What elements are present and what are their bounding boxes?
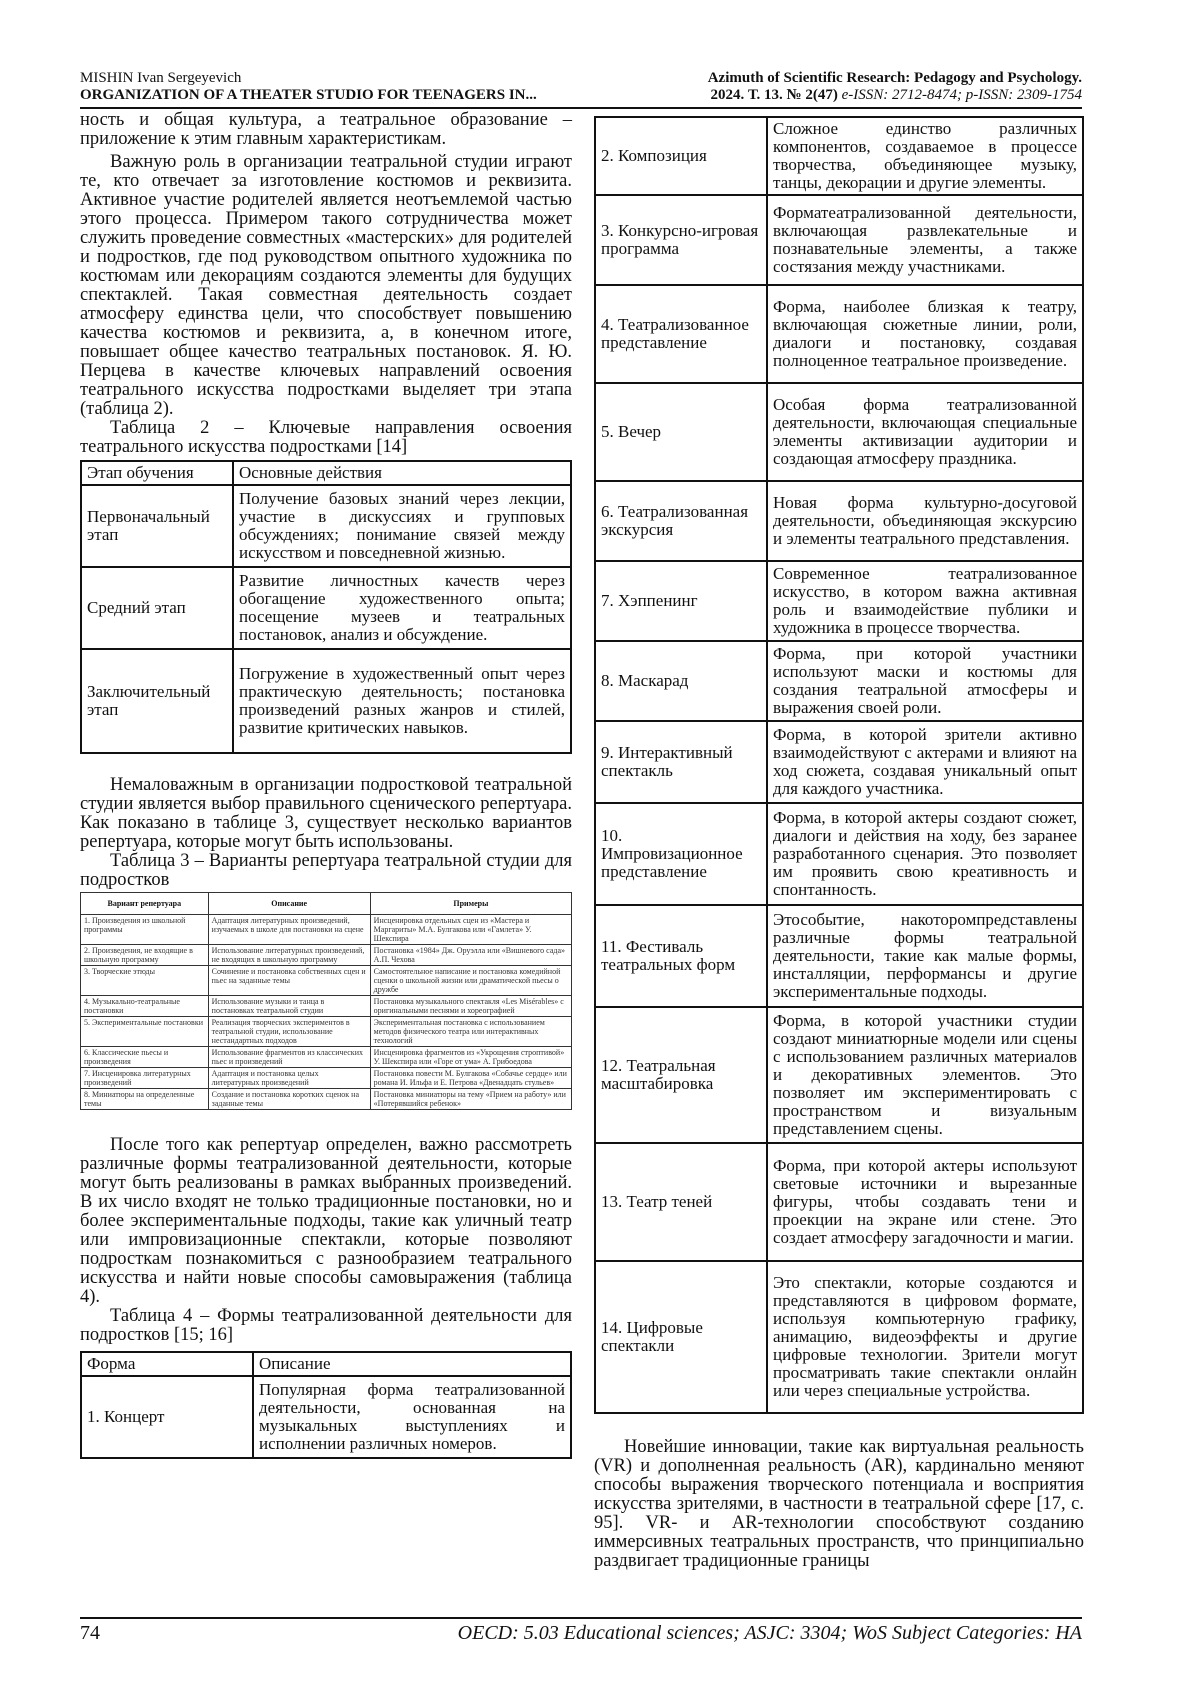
running-title: ORGANIZATION OF A THEATER STUDIO FOR TEENAGERS IN... xyxy=(80,87,537,103)
table2-stage: Первоначальный этап xyxy=(81,485,233,567)
table3-cell: Постановка повести М. Булгакова «Собачье сердце» или романа И. Ильфа и Е. Петрова «Двенадцать стульев» xyxy=(370,1068,571,1089)
table2-actions: Получение базовых знаний через лекции, участие в дискуссиях и групповых обсуждениях; понимание связей между искусством и повседневной жизнью. xyxy=(233,485,571,567)
table-2 xyxy=(80,460,572,754)
table-4-part-1 xyxy=(80,1351,572,1459)
table4-form: 13. Театр теней xyxy=(595,1143,767,1261)
table3-cell: 4. Музыкально-театральные постановки xyxy=(81,996,209,1017)
table4-form: 3. Конкурсно-игровая программа xyxy=(595,195,767,285)
table2-actions: Развитие личностных качеств через обогащение художественного опыта; посещение музеев и театральных постановок, анализ и обсуждение. xyxy=(233,567,571,649)
table3-cell: Самостоятельное написание и постановка комедийной сценки о школьной жизни или драматической пьесы о дружбе xyxy=(370,966,571,996)
table4-form: 8. Маскарад xyxy=(595,641,767,721)
table4-form: 14. Цифровые спектакли xyxy=(595,1261,767,1413)
table4-desc: Новая форма культурно-досуговой деятельности, объединяющая экскурсию и элементы театрального представления. xyxy=(767,481,1083,561)
table4-header-desc: Описание xyxy=(253,1352,571,1376)
table2-stage: Заключительный этап xyxy=(81,649,233,753)
header-rule xyxy=(80,107,1082,109)
right-column xyxy=(594,116,1084,1571)
table2-caption: Таблица 2 – Ключевые направления освоения театрального искусства подростками [14] xyxy=(80,418,572,457)
table2-header-stage: Этап обучения xyxy=(81,461,233,485)
table4-header-form: Форма xyxy=(81,1352,253,1376)
subject-classification: OECD: 5.03 Educational sciences; ASJC: 3304; WoS Subject Categories: HA xyxy=(457,1622,1082,1644)
table4-desc: Форма, при которой участники используют маски и костюмы для создания театральной атмосферы и выражения своей роли. xyxy=(767,641,1083,721)
table-4-part-2 xyxy=(594,116,1084,1414)
table4-caption: Таблица 4 – Формы театрализованной деятельности для подростков [15; 16] xyxy=(80,1306,572,1345)
table2-actions: Погружение в художественный опыт через практическую деятельность; постановка произведений разных жанров и стилей, развитие критических навыков. xyxy=(233,649,571,753)
table3-cell: Адаптация и постановка целых литературных произведений xyxy=(208,1068,370,1089)
table4-desc: Форма, в которой зрители активно взаимодействуют с актерами и влияют на ход сюжета, создавая уникальный опыт для каждого участника. xyxy=(767,721,1083,803)
table3-cell: Использование фрагментов из классических пьес и произведений xyxy=(208,1047,370,1068)
table3-cell: Использование литературных произведений, не входящих в школьную программу xyxy=(208,945,370,966)
running-author: MISHIN Ivan Sergeyevich xyxy=(80,70,242,86)
table4-desc: Форма, наиболее близкая к театру, включающая сюжетные линии, роли, диалоги и постановку, создавая полноценное театральное произведение. xyxy=(767,285,1083,383)
paragraph-right: Новейшие инновации, такие как виртуальная реальность (VR) и дополненная реальность (AR), кардинально меняют способы выражения творческого потенциала и восприятия искусства зрителями, в частности в театральной сфере [17, с. 95]. VR- и AR-технологии способствуют созданию иммерсивных театральных пространств, что принципиально раздвигает традиционные границы xyxy=(594,1437,1084,1571)
table4-desc: Этособытие, накоторомпредставлены различные формы театральной деятельности, такие как малые формы, инсталляции, перформансы и другие экспериментальные подходы. xyxy=(767,905,1083,1007)
table3-cell: 7. Инсценировка литературных произведений xyxy=(81,1068,209,1089)
table3-cell: 2. Произведения, не входящие в школьную программу xyxy=(81,945,209,966)
table4-form: 7. Хэппенинг xyxy=(595,561,767,641)
table3-cell: Постановка музыкального спектакля «Les Misérables» с оригинальными песнями и хореографией xyxy=(370,996,571,1017)
table3-cell: Инсценировка отдельных сцен из «Мастера и Маргариты» М.А. Булгакова или «Гамлета» У. Шекспира xyxy=(370,915,571,945)
paragraph-4: После того как репертуар определен, важно рассмотреть различные формы театрализованной деятельности, которые могут быть реализованы в рамках выбранных произведений. В их число входят не только традиционные постановки, но и более экспериментальные подходы, такие как уличный театр или импровизационные спектакли, которые позволяют подросткам познакомиться с разнообразием театрального искусства и найти новые способы самовыражения (таблица 4). xyxy=(80,1135,572,1307)
table4-form: 9. Интерактивный спектакль xyxy=(595,721,767,803)
table4-desc: Это спектакли, которые создаются и представляются в цифровом формате, используя компьютерную графику, анимацию, видеоэффекты и другие цифровые технологии. Зрители могут просматривать такие спектакли онлайн или через специальные устройства. xyxy=(767,1261,1083,1413)
table3-header: Примеры xyxy=(370,893,571,915)
table4-form: 12. Театральная масштабировка xyxy=(595,1007,767,1143)
table-3 xyxy=(80,892,572,1110)
journal-name: Azimuth of Scientific Research: Pedagogy and Psychology. xyxy=(707,70,1082,86)
table3-header: Описание xyxy=(208,893,370,915)
table3-cell: 6. Классические пьесы и произведения xyxy=(81,1047,209,1068)
table3-cell: Постановка миниатюры на тему «Прием на работу» или «Потерявшийся ребенок» xyxy=(370,1089,571,1110)
table2-stage: Средний этап xyxy=(81,567,233,649)
table4-desc: Форма, при которой актеры используют световые источники и вырезанные фигуры, чтобы создавать тени и проекции на экране или стене. Это создает атмосферу загадочности и магии. xyxy=(767,1143,1083,1261)
paragraph-3: Немаловажным в организации подростковой театральной студии является выбор правильного сценического репертуара. Как показано в таблице 3, существует несколько вариантов репертуара, которые могут быть использованы. xyxy=(80,775,572,852)
left-column xyxy=(80,111,572,1459)
table4-form: 4. Театрализованное представление xyxy=(595,285,767,383)
journal-issue xyxy=(711,87,1082,104)
page-number: 74 xyxy=(80,1622,100,1644)
table2-header-actions: Основные действия xyxy=(233,461,571,485)
table3-cell: Создание и постановка коротких сценок на заданные темы xyxy=(208,1089,370,1110)
table3-cell: Использование музыки и танца в постановках театральной студии xyxy=(208,996,370,1017)
table4-desc: Современное театрализованное искусство, в котором важна активная роль и взаимодействие публики и художника в процессе творчества. xyxy=(767,561,1083,641)
table3-cell: 5. Экспериментальные постановки xyxy=(81,1017,209,1047)
issue-number: 2024. Т. 13. № 2(47) xyxy=(710,87,838,103)
table4-desc: Форма, в которой участники студии создают миниатюрные модели или сцены с использованием различных материалов и декоративных элементов. Это позволяет им экспериментировать с пространством и визуальным представлением сцены. xyxy=(767,1007,1083,1143)
table4-form: 11. Фестиваль театральных форм xyxy=(595,905,767,1007)
table3-header: Вариант репертуара xyxy=(81,893,209,915)
table3-cell: Реализация творческих экспериментов в театральной студии, использование нестандартных подходов xyxy=(208,1017,370,1047)
table3-cell: Постановка «1984» Дж. Оруэлла или «Вишневого сада» А.П. Чехова xyxy=(370,945,571,966)
table3-cell: Инсценировка фрагментов из «Укрощения строптивой» У. Шекспира или «Горе от ума» А. Грибоедова xyxy=(370,1047,571,1068)
table3-cell: 8. Миниатюры на определенные темы xyxy=(81,1089,209,1110)
paragraph-1: ность и общая культура, а театральное образование – приложение к этим главным характеристикам. xyxy=(80,110,572,149)
table4-desc: Форма, в которой актеры создают сюжет, диалоги и действия на ходу, без заранее разработанного сценария. Это позволяет им проявить свою креативность и спонтанность. xyxy=(767,803,1083,905)
issn: e-ISSN: 2712-8474; p-ISSN: 2309-1754 xyxy=(837,87,1082,103)
paragraph-2: Важную роль в организации театральной студии играют те, кто отвечает за изготовление костюмов и реквизита. Активное участие родителей является неотъемлемой частью этого процесса. Примером такого сотрудничества может служить проведение совместных «мастерских» для родителей и подростков, где под руководством опытного художника по костюмам или декорациям создаются элементы для будущих спектаклей. Такая совместная деятельность создает атмосферу единства цели, что способствует повышению качества костюмов и реквизита, а, в конечном итоге, повышает общее качество театральных постановок. Я. Ю. Перцева в качестве ключевых направлений освоения театрального искусства подростками выделяет три этапа (таблица 2). xyxy=(80,152,572,419)
table3-cell: 1. Произведения из школьной программы xyxy=(81,915,209,945)
table4-desc: Популярная форма театрализованной деятельности, основанная на музыкальных выступлениях и исполнении различных номеров. xyxy=(253,1376,571,1458)
footer-rule xyxy=(80,1617,1082,1619)
table3-cell: 3. Творческие этюды xyxy=(81,966,209,996)
table3-cell: Адаптация литературных произведений, изучаемых в школе для постановки на сцене xyxy=(208,915,370,945)
table4-desc: Форматеатрализованной деятельности, включающая развлекательные и познавательные элементы, а также состязания между участниками. xyxy=(767,195,1083,285)
table3-caption: Таблица 3 – Варианты репертуара театральной студии для подростков xyxy=(80,851,572,890)
table3-cell: Сочинение и постановка собственных сцен и пьес на заданные темы xyxy=(208,966,370,996)
table4-form: 5. Вечер xyxy=(595,383,767,481)
table4-form: 1. Концерт xyxy=(81,1376,253,1458)
table4-desc: Особая форма театрализованной деятельности, включающая специальные элементы активизации аудитории и создающая атмосферу праздника. xyxy=(767,383,1083,481)
table4-desc: Сложное единство различных компонентов, создаваемое в процессе творчества, объединяющее музыку, танцы, декорации и другие элементы. xyxy=(767,117,1083,195)
table4-form: 6. Театрализованная экскурсия xyxy=(595,481,767,561)
table4-form: 10. Импровизационное представление xyxy=(595,803,767,905)
table3-cell: Экспериментальная постановка с использованием методов физического театра или интерактивных технологий xyxy=(370,1017,571,1047)
table4-form: 2. Композиция xyxy=(595,117,767,195)
